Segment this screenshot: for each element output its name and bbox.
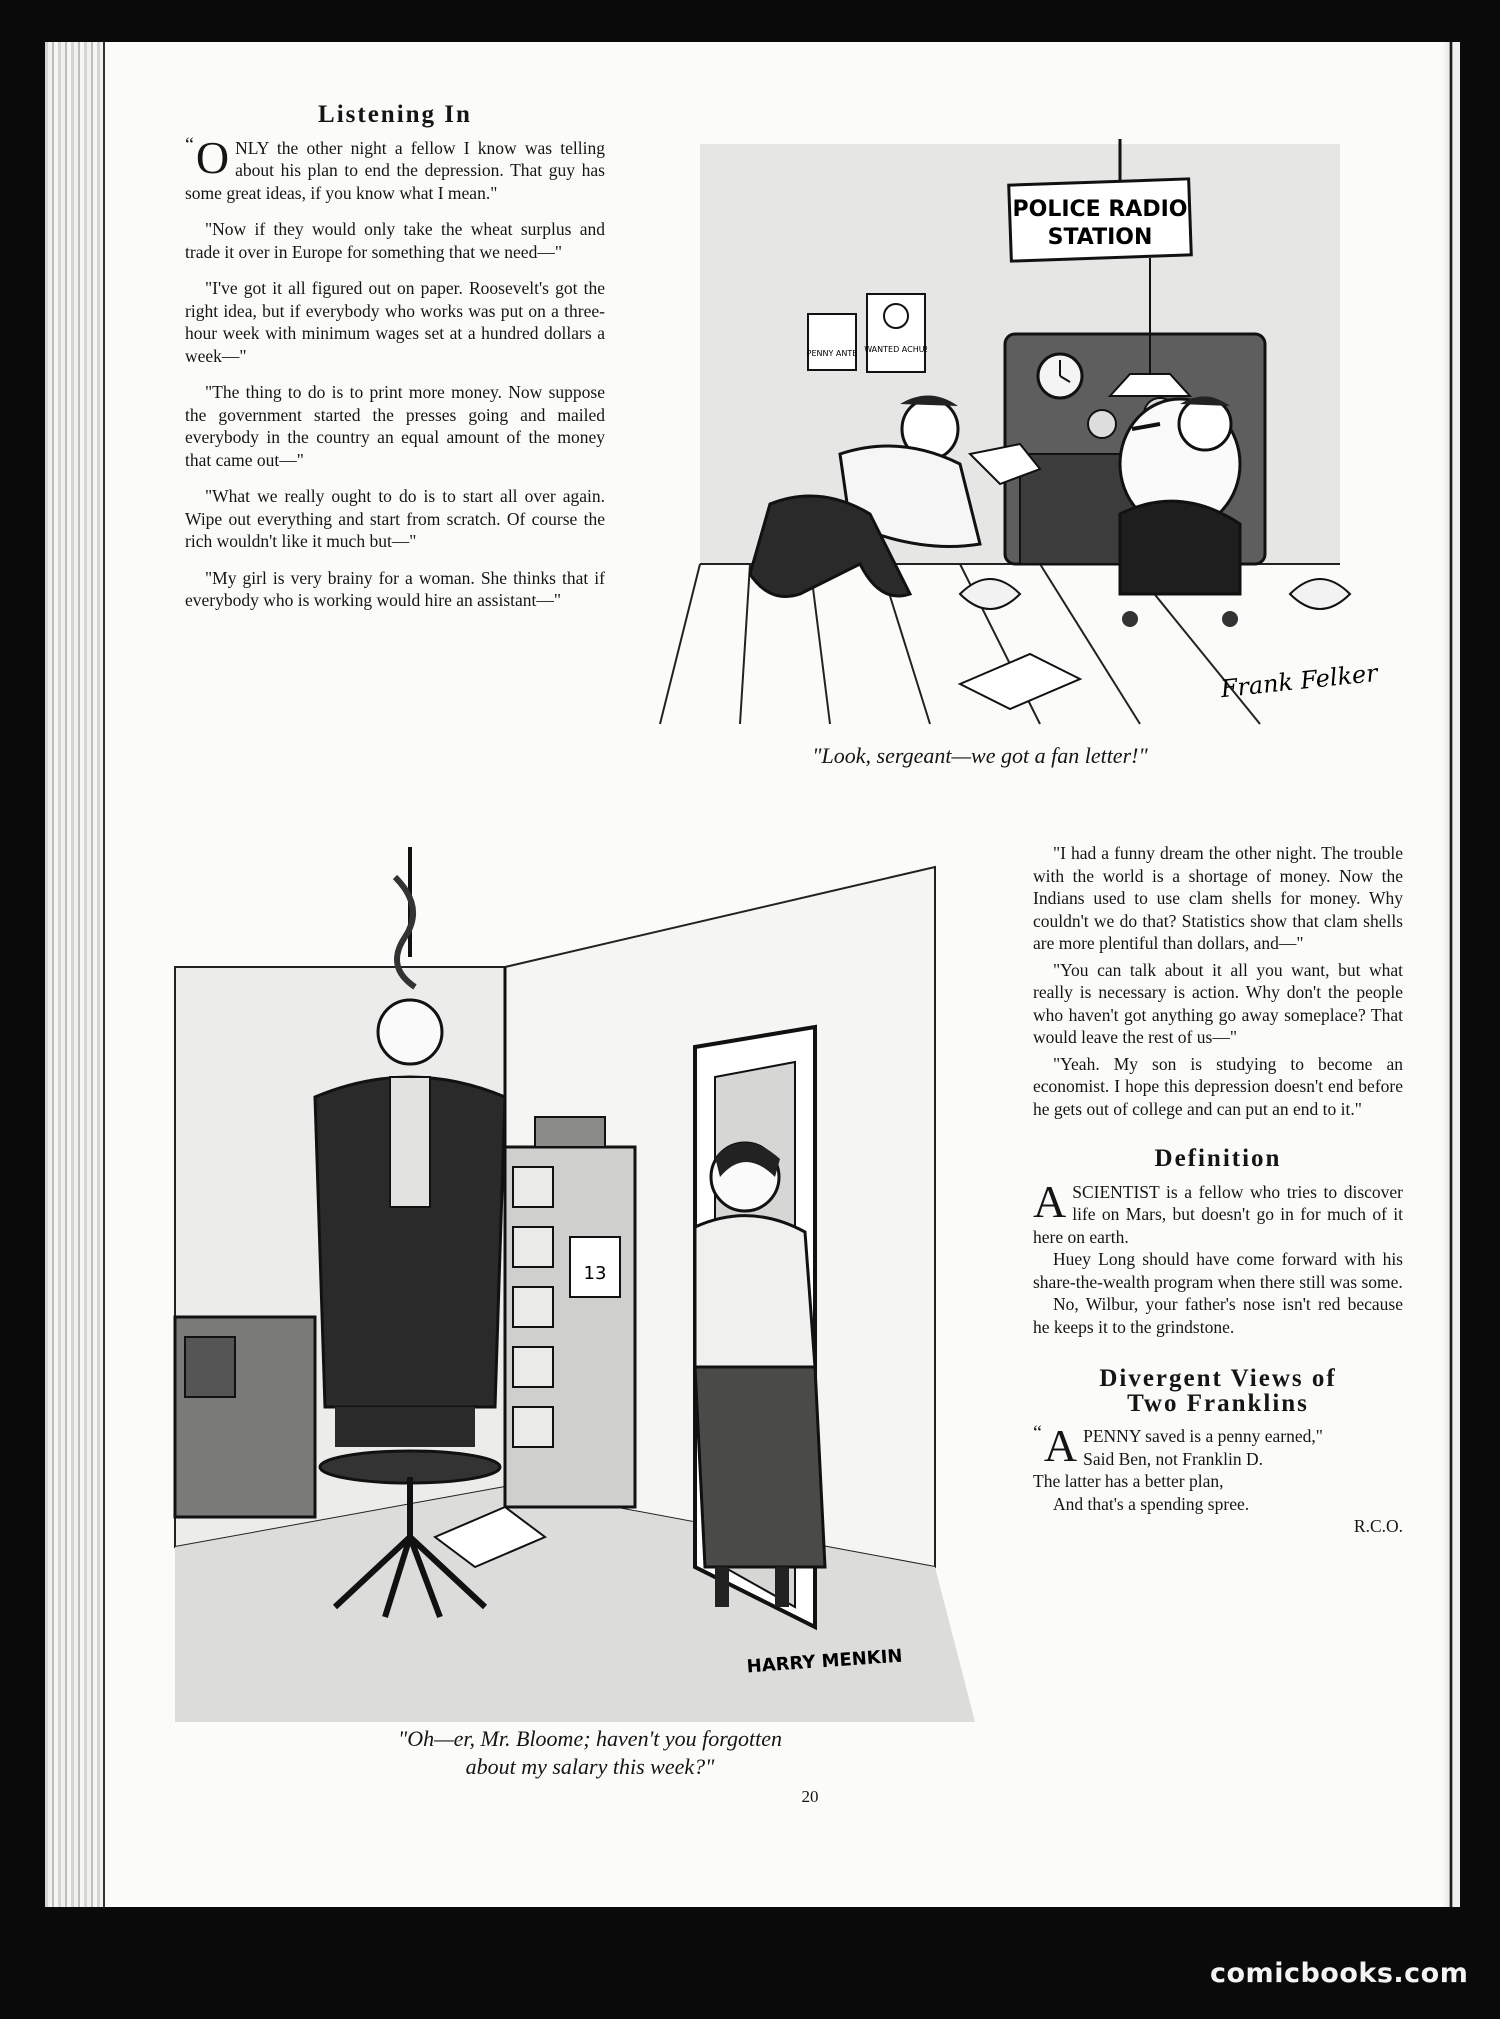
- magazine-page: [45, 42, 1460, 1907]
- office-cartoon: [175, 847, 975, 1722]
- definition-section: [1033, 1145, 1403, 1338]
- top-cartoon-signature: Frank Felker: [1219, 658, 1379, 704]
- sign-line-1: POLICE RADIO: [1012, 197, 1188, 222]
- opening-quote: “: [1033, 1422, 1042, 1444]
- police-radio-illustration: [660, 124, 1379, 724]
- drop-cap: O: [195, 131, 230, 183]
- signoff: R.C.O.: [1353, 1516, 1403, 1536]
- page-stack-edges: [45, 42, 103, 1907]
- poem-line: Said Ben, not Franklin D.: [1083, 1448, 1263, 1469]
- definition-paragraph: Huey Long should have come forward with his share-the-wealth program when there still was some.: [1033, 1249, 1403, 1292]
- definition-paragraph: No, Wilbur, your father's nose isn't red because he keeps it to the grindstone.: [1033, 1294, 1403, 1337]
- listening-in-paragraph: "What we really ought to do is to start all over again. Wipe out everything and start from scratch. Of course the rich wouldn't like it much but—": [185, 486, 605, 551]
- poem-line: “ A PENNY saved is a penny earned,": [1033, 1420, 1323, 1471]
- listening-in-paragraph: "I've got it all figured out on paper. Roosevelt's got the right idea, but if everybody who works was put on a three-hour week with minimum wages set at a hundred dollars a week—": [185, 278, 605, 366]
- drop-cap: A: [1043, 1420, 1078, 1471]
- poem-line: The latter has a better plan,: [1033, 1471, 1224, 1491]
- police-radio-cartoon: [660, 124, 1379, 724]
- franklins-section: [1033, 1365, 1403, 1538]
- caption-line-2: about my salary this week?": [465, 1754, 715, 1779]
- opening-quote: “: [185, 133, 194, 156]
- binding-gutter: [1442, 42, 1460, 1907]
- listening-in-paragraph: "My girl is very brainy for a woman. She thinks that if everybody who is working would hire an assistant—": [185, 567, 605, 610]
- definition-title: Definition: [1154, 1145, 1282, 1172]
- listening-in-paragraph: "The thing to do is to print more money. Now suppose the government started the presses going and mailed everybody in the country an equal amount of the money that came out—": [185, 382, 605, 470]
- right-column: [1033, 842, 1403, 1538]
- listening-in-paragraph: "Yeah. My son is studying to become an economist. I hope this depression doesn't end before he gets out of college and can put an end to it.": [1033, 1053, 1403, 1119]
- poster-right-text: WANTED ACHU!: [864, 345, 928, 354]
- listening-in-paragraph: “ O NLY the other night a fellow I know was telling about his plan to end the depression. That guy has some great ideas, if you know what I mean.": [185, 131, 605, 203]
- top-cartoon-caption: "Look, sergeant—we got a fan letter!": [812, 743, 1148, 768]
- caption-line-1: "Oh—er, Mr. Bloome; haven't you forgotten: [397, 1726, 782, 1751]
- listening-in-title: Listening In: [318, 101, 472, 128]
- sign-line-2: STATION: [1047, 225, 1153, 250]
- definition-paragraph: ASCIENTIST is a fellow who tries to discover life on Mars, but doesn't go in for much of it here on earth.: [1033, 1175, 1403, 1247]
- poem-line: And that's a spending spree.: [1053, 1493, 1250, 1514]
- listening-in-paragraph: "I had a funny dream the other night. The trouble with the world is a shortage of money. Now the Indians used to use clam shells for money. Why couldn't we do that? Statistics show that clam shells are more plentiful than dollars, and—": [1033, 843, 1403, 953]
- listening-in-column: [185, 101, 605, 626]
- listening-in-paragraph: "Now if they would only take the wheat surplus and trade it over in Europe for something that we need—": [185, 219, 605, 262]
- poster-left-text: PENNY ANTE: [806, 349, 858, 358]
- watermark-text: comicbooks.com: [1210, 1958, 1469, 1989]
- bottom-cartoon-caption: [270, 1725, 910, 1781]
- bottom-cartoon-signature: HARRY MENKIN: [746, 1645, 904, 1678]
- office-illustration: [175, 847, 975, 1722]
- calendar-number: 13: [583, 1263, 607, 1284]
- listening-in-paragraph: "You can talk about it all you want, but what really is necessary is action. Why don't the people who haven't got anything go away someplace? That would leave the rest of us—": [1033, 959, 1403, 1047]
- franklins-title-line-1: Divergent Views of: [1099, 1365, 1337, 1392]
- drop-cap: A: [1033, 1175, 1067, 1227]
- franklins-title-line-2: Two Franklins: [1127, 1389, 1309, 1417]
- page-number: 20: [801, 1787, 819, 1806]
